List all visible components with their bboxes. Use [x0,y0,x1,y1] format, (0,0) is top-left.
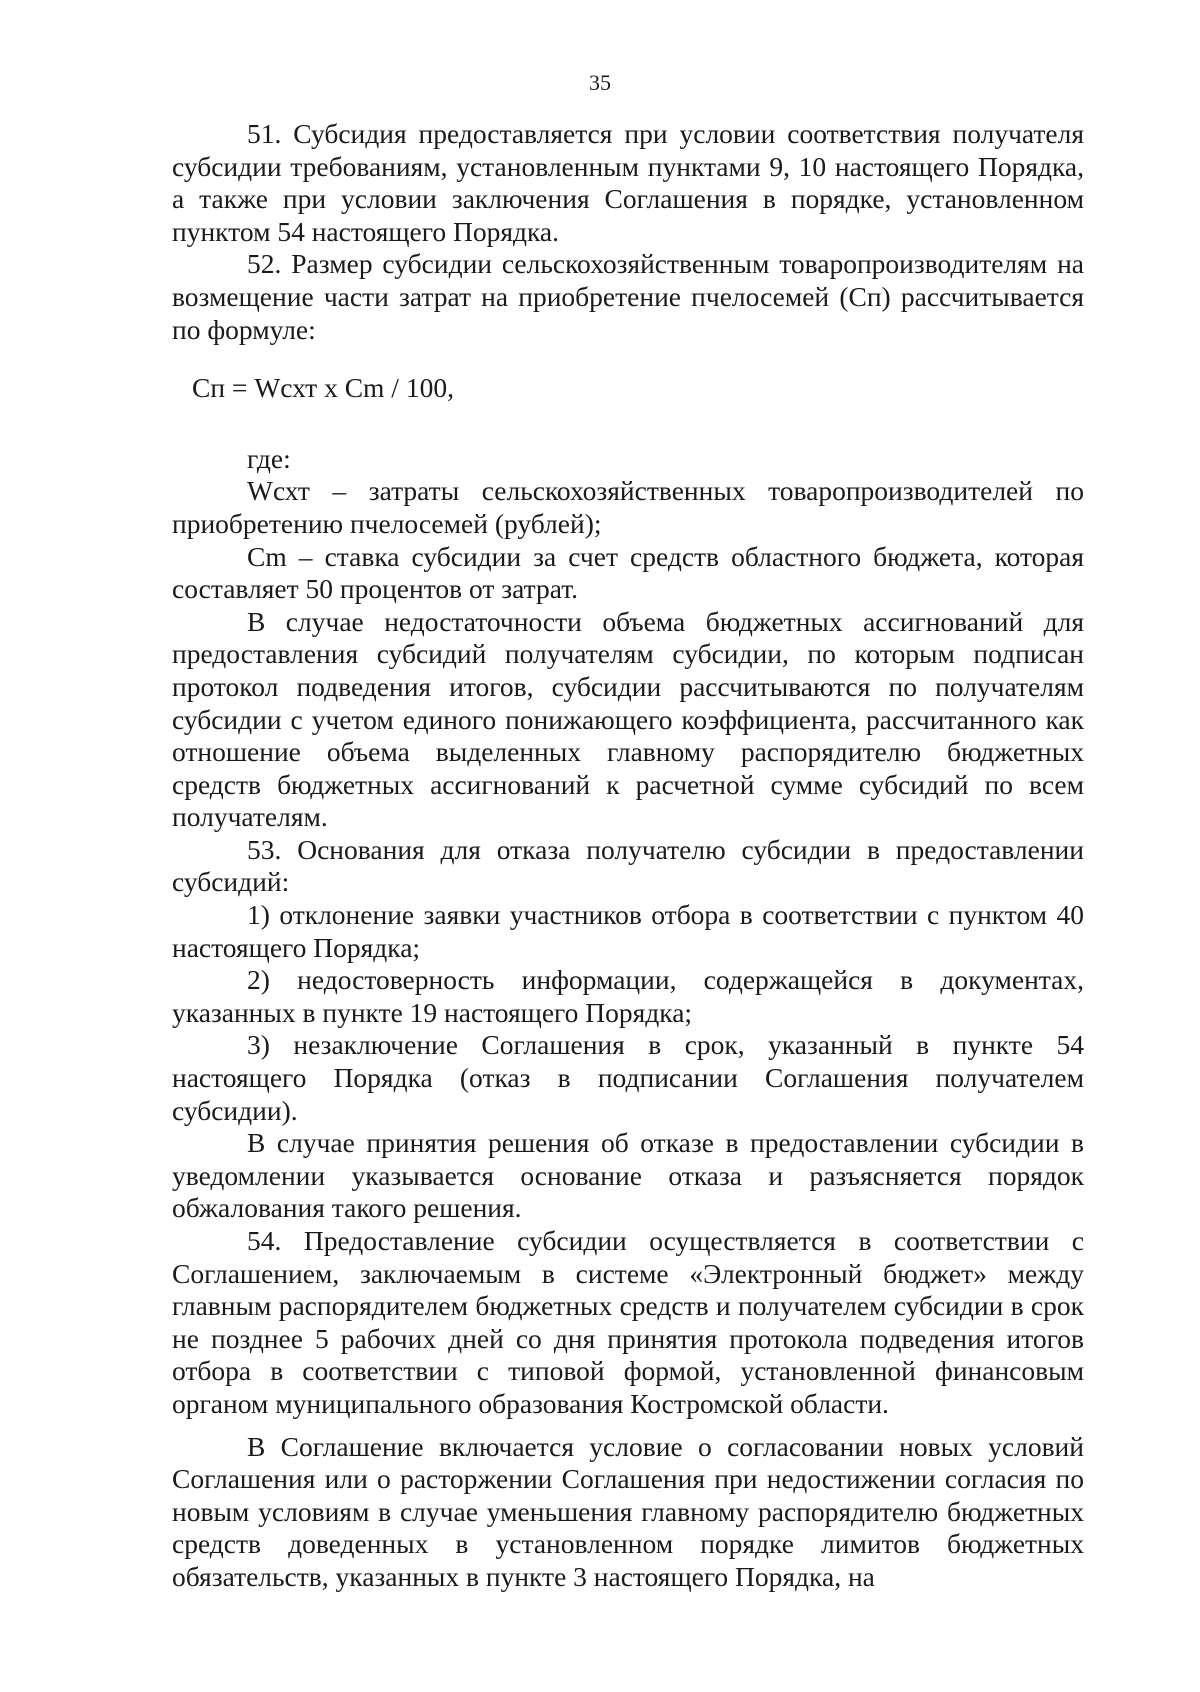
paragraph-51: 51. Субсидия предоставляется при условии соответствия получателя субсидии требованиям, установленным пунктами 9, 10 настоящего Порядка, а также при условии заключения Соглашения в порядке, установленном пунктом 54 настоящего Порядка. [172,118,1084,247]
paragraph-refusal: В случае принятия решения об отказе в предоставлении субсидии в уведомлении указывается основание отказа и разъясняется порядок обжалования такого решения. [172,1127,1084,1224]
paragraph-53: 53. Основания для отказа получателю субсидии в предоставлении субсидий: [172,833,1084,898]
paragraph-54: 54. Предоставление субсидии осуществляется в соответствии с Соглашением, заключаемым в системе «Электронный бюджет» между главным распорядителем бюджетных средств и получателем субсидии в срок не позднее 5 рабочих дней со дня принятия протокола подведения итогов отбора в соответствии с типовой формой, установленной финансовым органом муниципального образования Костромской области. [172,1225,1084,1419]
subsidy-formula: Сп = Wсхт х Сm / 100, [192,372,454,404]
paragraph-53-item-3: 3) незаключение Соглашения в срок, указанный в пункте 54 настоящего Порядка (отказ в подписании Соглашения получателем субсидии). [172,1029,1084,1126]
definition-cm: Сm – ставка субсидии за счет средств областного бюджета, которая составляет 50 процентов от затрат. [172,540,1084,605]
where-label: где: [247,442,291,474]
page-number: 35 [589,70,611,95]
paragraph-agreement: В Соглашение включается условие о согласовании новых условий Соглашения или о расторжении Соглашения при недостижении согласия по новым условиям в случае уменьшения главному распорядителю бюджетных средств доведенных в установленном порядке лимитов бюджетных обязательств, указанных в пункте 3 настоящего Порядка, на [172,1430,1084,1592]
document-body [172,118,1084,1594]
paragraph-53-item-2: 2) недостоверность информации, содержащейся в документах, указанных в пункте 19 настоящего Порядка; [172,964,1084,1028]
paragraph-53-item-1: 1) отклонение заявки участников отбора в соответствии с пунктом 40 настоящего Порядка; [172,899,1084,963]
definition-wsxt: Wсхт – затраты сельскохозяйственных товаропроизводителей по приобретению пчелосемей (рублей); [172,475,1084,539]
paragraph-shortfall: В случае недостаточности объема бюджетных ассигнований для предоставления субсидий получателям субсидии, по которым подписан протокол подведения итогов, субсидии рассчитываются по получателям субсидии с учетом единого понижающего коэффициента, рассчитанного как отношение объема выделенных главному распорядителю бюджетных средств бюджетных ассигнований к расчетной сумме субсидий по всем получателям. [172,605,1084,833]
paragraph-52: 52. Размер субсидии сельскохозяйственным товаропроизводителям на возмещение части затрат на приобретение пчелосемей (Сп) рассчитывается по формуле: [172,248,1084,345]
